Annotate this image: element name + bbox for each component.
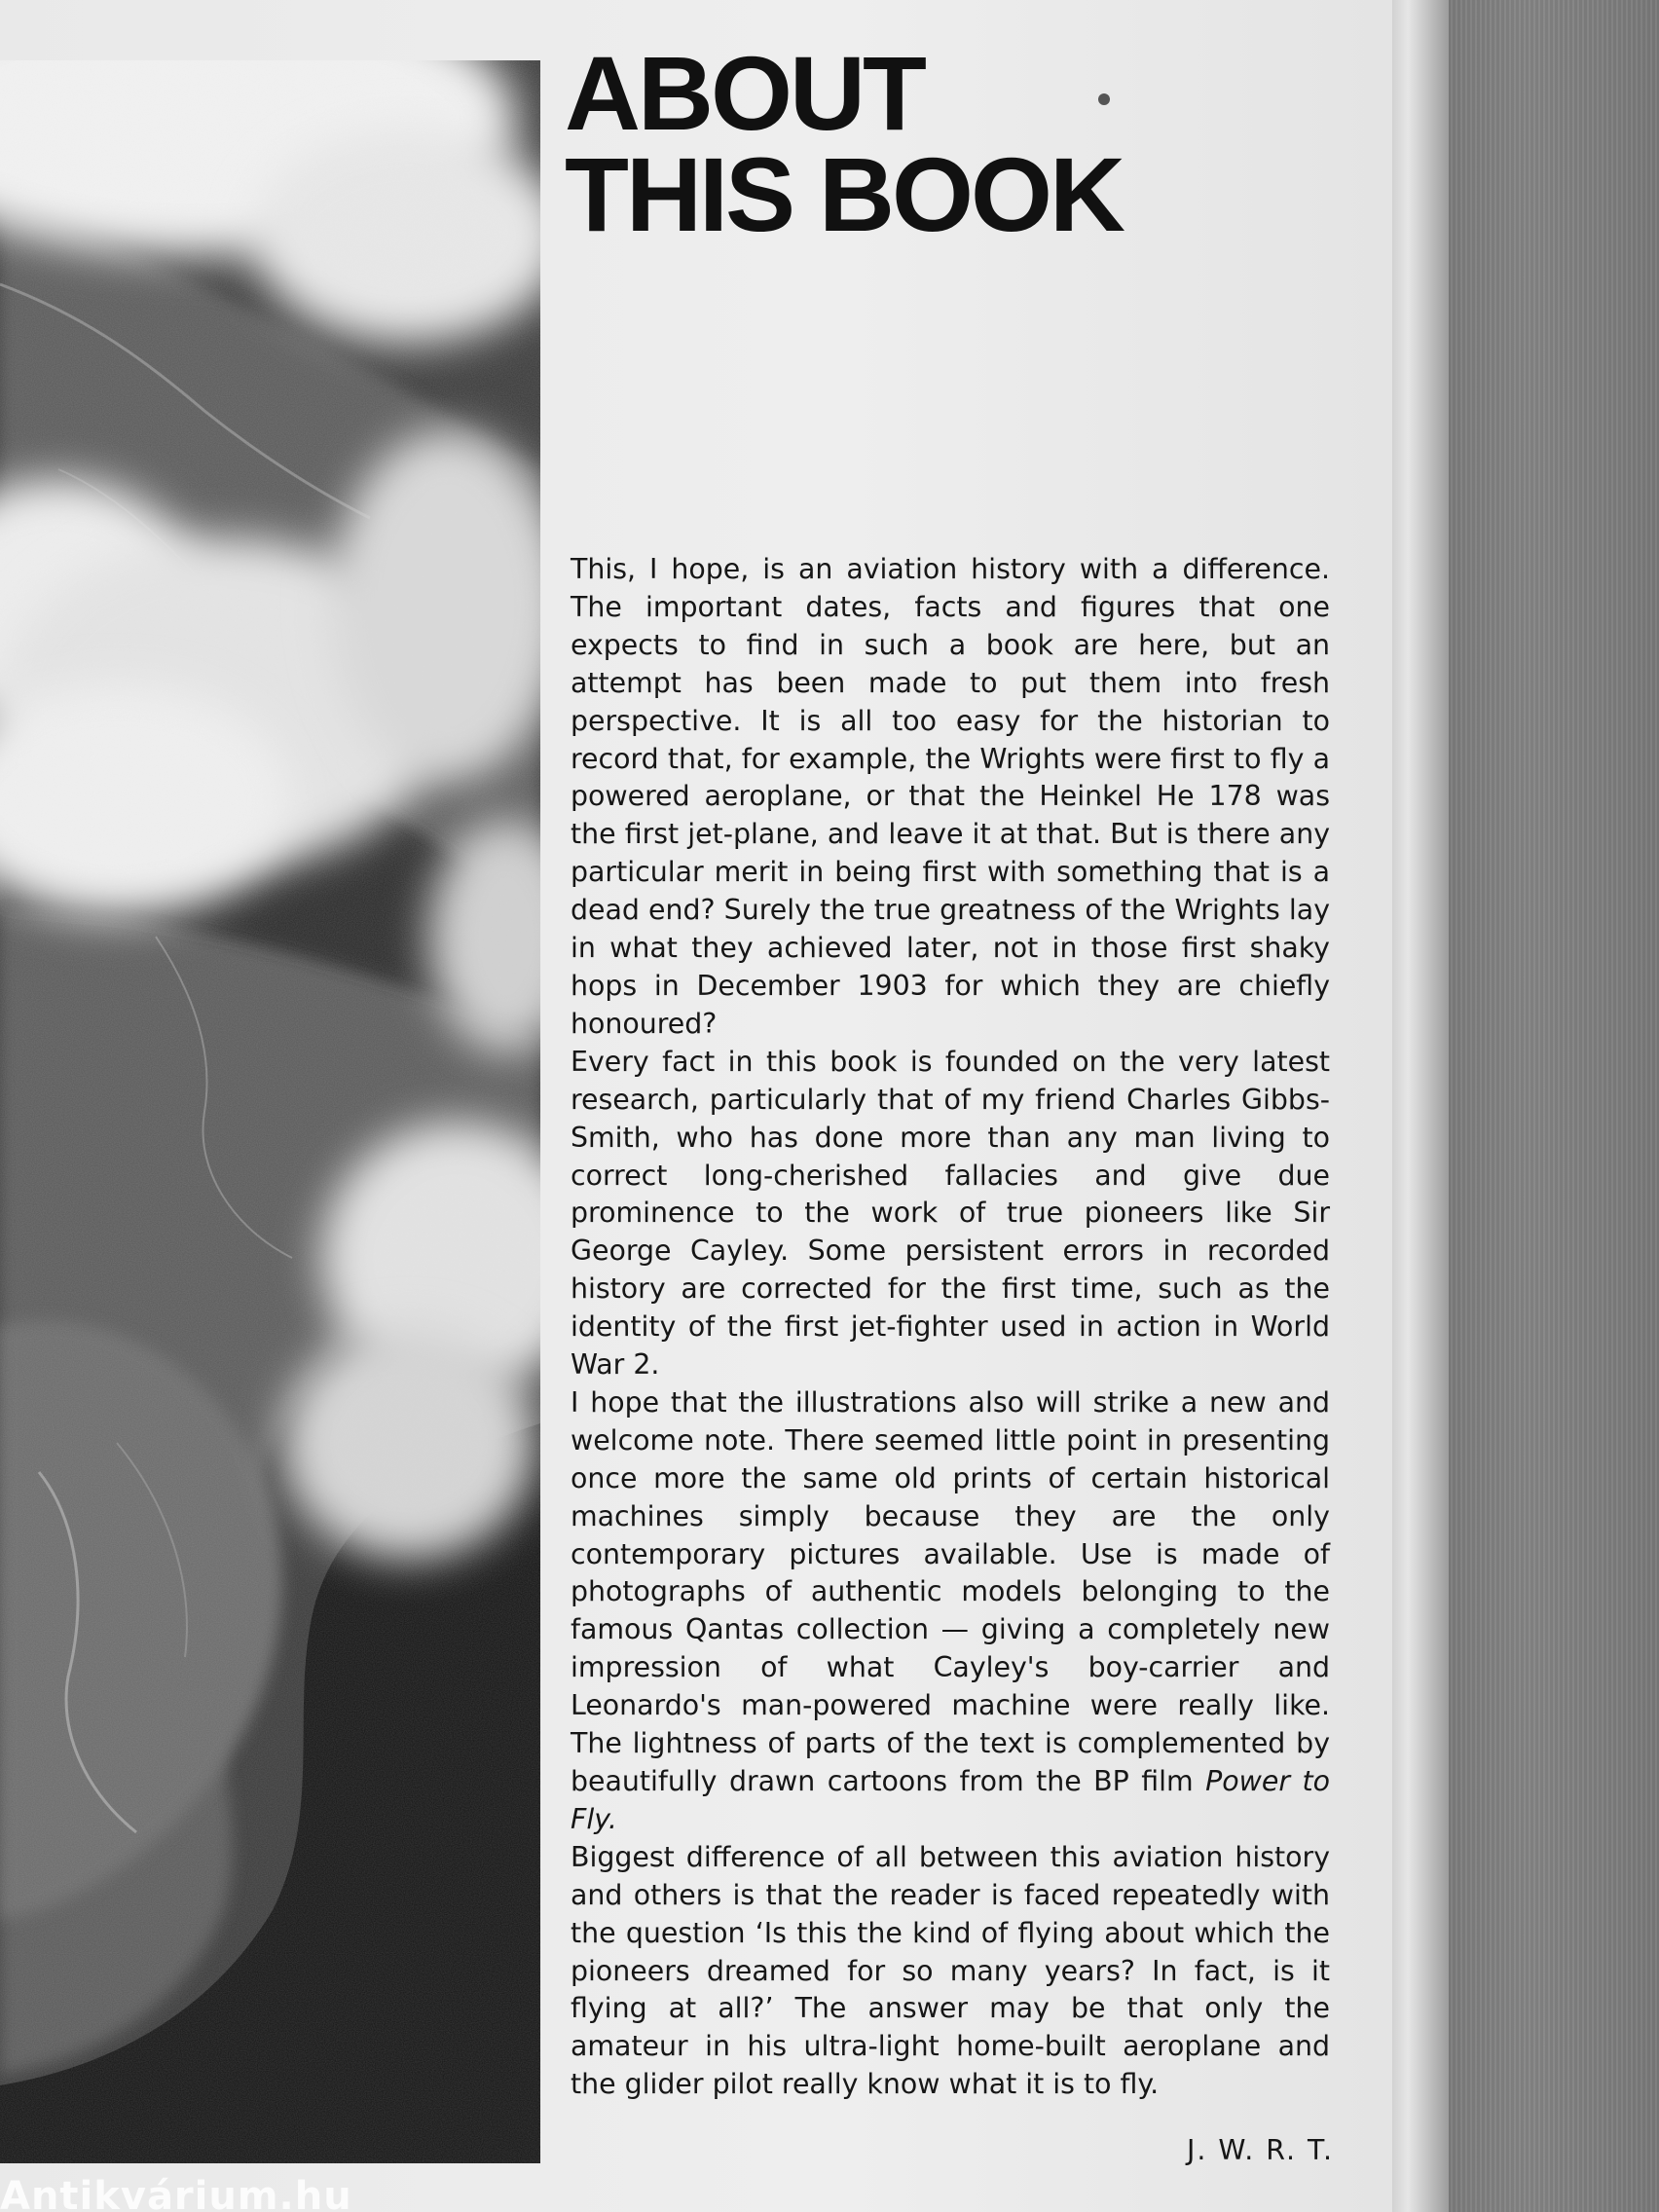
paragraph-4: Biggest difference of all between this aviation history and others is that the reader is faced repeatedly with the question ‘Is this the kind of flying about which the pioneers dreamed for so many years? In fact, is it flying at all?’ The answer may be that only the amateur in his ultra-light home-built aeroplane and the glider pilot really know what it is to fly. — [571, 1840, 1330, 2101]
body-text — [571, 551, 1330, 2104]
author-initials: J. W. R. T. — [1186, 2134, 1334, 2166]
paragraph-1: This, I hope, is an aviation history with a difference. The important dates, facts and figures that one expects to find in such a book are here, but an attempt has been made to put them into fresh perspective. It is all too easy for the historian to record that, for example, the Wrights were first to fly a powered aeroplane, or that the Heinkel He 178 was the first jet-plane, and leave it at that. But is there any particular merit in being first with something that is a dead end? Surely the true greatness of the Wrights lay in what they achieved later, not in those first shaky hops in December 1903 for which they are chiefly honoured? — [571, 553, 1330, 1040]
page-title — [565, 34, 1124, 253]
paragraph-3 — [571, 1384, 1330, 1839]
title-line-2: THIS BOOK — [565, 135, 1124, 253]
paragraph-2: Every fact in this book is founded on the very latest research, particularly that of my friend Charles Gibbs-Smith, who has done more than any man living to correct long-cherished fallacies and give due prominence to the work of true pioneers like Sir George Cayley. Some persistent errors in recorded history are corrected for the first time, such as the identity of the first jet-fighter used in action in World War 2. — [571, 1045, 1330, 1382]
aerial-photograph — [0, 60, 540, 2163]
table-surface — [1441, 0, 1659, 2212]
film-title: Power to Fly. — [571, 1765, 1330, 1835]
watermark-text: Antikvárium.hu — [0, 2177, 352, 2212]
title-line-1: ABOUT — [565, 34, 924, 152]
ink-dot — [1098, 93, 1110, 105]
paragraph-3-text: I hope that the illustrations also will strike a new and welcome note. There seemed little point in presenting once more the same old prints of certain historical machines simply because they are the only contemporary pictures available. Use is made of photographs of authentic models belonging to the famous Qantas collection — giving a completely new impression of what Cayley's boy-carrier and Leonardo's man-powered machine were really like. The lightness of parts of the text is complemented by beautifully drawn cartoons from the BP film — [571, 1385, 1330, 1797]
page-edge — [1390, 0, 1449, 2212]
